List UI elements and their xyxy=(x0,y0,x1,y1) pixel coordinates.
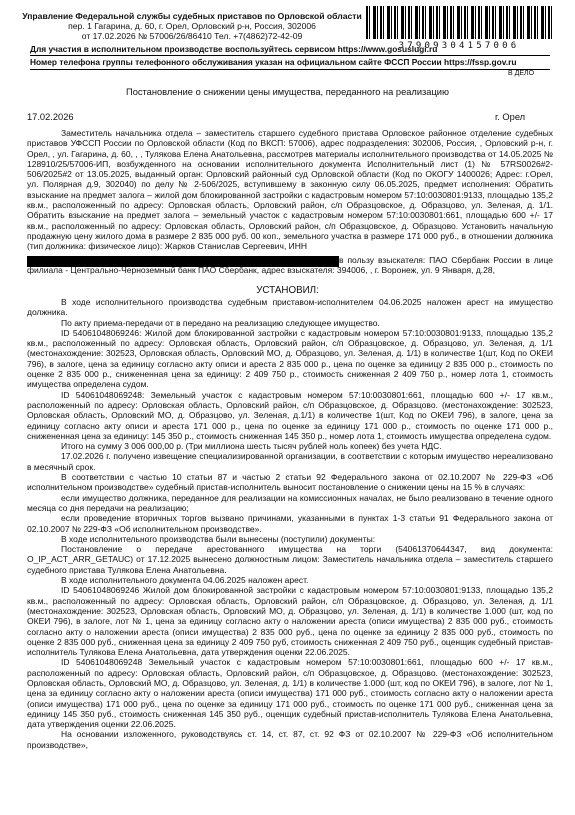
divider xyxy=(30,55,550,56)
paragraph: 17.02.2026 г. получено извещение специализированной организации, в соответствии с которым имущество нереализовано в месячный срок. xyxy=(27,451,553,472)
gosuslugi-notice: Для участия в исполнительном производстве воспользуйтесь сервисом https://www.gosuslugi.ru xyxy=(30,44,438,54)
paragraph: ID 54061048069248 Земельный участок с кадастровым номером 57:10:0030801:661, площадью 600 +/- 17 кв.м., расположенный по адресу: Орловская область, Орловский район, с/п Образцовское, д. Образцово. (местонахождение: 302523, Орловская область, Орловский МО, д. Образцово, ул. Зеленая, д. 1/1) в количестве 1.000 (шт, код по ОКЕИ 796), в залоге, лот № 1, цена за единицу согласно акту о наложении ареста (описи имущества) 171 000 руб., стоимость согласно акту о наложении ареста (описи имущества) 171 000 руб., цена по оценке за единицу 171 000 руб., стоимость по оценке 171 000 руб., сниженная цена за единицу 145 350 руб., стоимость сниженная 145 350 руб., оценщик судебный пристав-исполнитель Тулякова Елена Анатольевна, дата утверждения оценки 22.06.2025. xyxy=(27,657,553,730)
paragraph: если имущество должника, переданное для реализации на комиссионных началах, не было реализовано в течение одного месяца со дня передачи на реализацию; xyxy=(27,492,553,513)
issuer-reference: от 17.02.2026 № 57006/26/86410 Тел. +7(4862)72-42-09 xyxy=(81,31,303,41)
document-title: Постановление о снижении цены имущества, переданного на реализацию xyxy=(126,87,449,97)
claimant-paragraph: в пользу взыскателя: ПАО Сбербанк России в лице филиала - Центрально-Черноземный банк ПАО Сбербанк, адрес взыскателя: 394006, , г. Воронеж, ул. 9 Января, д.28, xyxy=(27,255,553,276)
phone-notice: Номер телефона группы телефонного обслуживания указан на официальном сайте ФССП России https://fssp.gov.ru xyxy=(30,57,517,67)
barcode-number: 37909304157006 xyxy=(398,41,520,51)
barcode-image xyxy=(366,6,552,39)
ustanovil-heading: УСТАНОВИЛ: xyxy=(256,285,319,296)
claimant-block xyxy=(27,255,553,276)
paragraph: Итого на сумму 3 006 000,00 р. (Три миллиона шесть тысяч рублей ноль копеек) без учета НДС. xyxy=(61,441,442,452)
issuer-header xyxy=(22,11,362,41)
findings-block xyxy=(27,297,553,750)
paragraph: ID 54061048069248: Земельный участок с кадастровым номером 57:10:0030801:661, площадью 600 +/- 17 кв.м., расположенный по адресу: Орловская область, Орловский район, с/п Образцовское, д. Образцово. (местонахождение: 302523, Орловская область, Орловский МО, д. Образцово, ул. Зеленая, д.1/1) в количестве 1(шт, Код по ОКЕИ 796), в залоге, цена за единицу согласно акту описи и ареста 171 000 р., цена по оценке за единицу 171 000 р., стоимость по оценке 171 000 р., снижененная цена за единицу: 145 350 р., стоимость сниженная 145 350 р., номер лота 1, стоимость имущества определена судом. xyxy=(27,389,553,441)
paragraph: Постановление о передаче арестованного имущества на торги (54061370644347, вид документа: O_IP_ACT_ARR_GETAUC) от 17.12.2025 вынесено должностным лицом: Заместитель начальника отдела – заместитель старшего судебного пристава Тулякова Елена Анатольевна. xyxy=(27,544,553,575)
paragraph: В соответствии с частью 10 статьи 87 и частью 2 статьи 92 Федерального закона от 02.10.2007 № 229-ФЗ «Об исполнительном производстве» судебный пристав-исполнитель выносит постановление о снижении цены на 15 % в случаях: xyxy=(27,472,553,493)
issuer-address: пер. 1 Гагарина, д. 60, г. Орел, Орловский р-н, Россия, 302006 xyxy=(68,21,316,31)
paragraph: В ходе исполнительного производства были вынесены (поступили) документы: xyxy=(61,533,376,544)
paragraph: ID 54061048069246: Жилой дом блокированной застройки с кадастровым номером 57:10:0030801:9133, площадью 135,2 кв.м., расположенный по адресу: Орловская область, Орловский район, с/п Образцовское, д. Образцово, ул. Зеленая, д. 1/1 (местонахождение: 302523, Орловская область, Орловский МО, д. Образцово, ул. Зеленая, д. 1/1) в количестве 1(шт, Код по ОКЕИ 796), в залоге, цена за единицу согласно акту описи и ареста 2 835 000 р., цена по оценке за единицу 2 835 000 р., стоимость по оценке 2 835 000 р., снижененная цена за единицу: 2 409 750 р., стоимость сниженная 2 409 750 р., номер лота 1, стоимость имущества определена судом. xyxy=(27,327,553,390)
paragraph: В ходе исполнительного документа 04.06.2025 наложен арест. xyxy=(61,575,309,586)
paragraph: если проведение вторичных торгов вызвано причинами, указанными в пунктах 1-3 статьи 91 Федерального закона от 02.10.2007 № 229-ФЗ «Об исполнительном производстве». xyxy=(27,513,553,534)
document-place: г. Орел xyxy=(495,112,526,122)
intro-block xyxy=(27,128,553,252)
vdelo-stamp: В ДЕЛО xyxy=(508,70,535,77)
divider xyxy=(30,69,550,70)
paragraph: По акту приема-передачи от в передано на реализацию следующее имущество. xyxy=(61,317,380,328)
paragraph: ID 54061048069246 Жилой дом блокированной застройки с кадастровым номером 57:10:0030801:9133, площадью 135,2 кв.м., расположенный по адресу: Орловская область, Орловский район, с/п Образцовское, д. Образцово, ул. Зеленая, д. 1/1 (местонахождение: 302523, Орловская область, Орловский МО, д. Образцово, ул. Зеленая, д. 1/1) в количестве 1.000 (шт, код по ОКЕИ 796), в залоге, лот № 1, цена за единицу согласно акту о наложении ареста (описи имущества) 2 835 000 руб., стоимость согласно акту о наложении ареста (описи имущества) 2 835 000 руб., цена по оценке за единицу 2 835 000 руб., стоимость по оценке 2 835 000 руб., сниженная цена за единицу 2 409 750 руб, стоимость сниженная 2 409 750 руб., оценщик судебный пристав-исполнитель Тулякова Елена Анатольевна, дата утверждения оценки 22.06.2025. xyxy=(27,585,553,658)
issuer-name: Управление Федеральной службы судебных приставов по Орловской области xyxy=(22,11,362,21)
document-date: 17.02.2026 xyxy=(27,112,74,122)
intro-paragraph: Заместитель начальника отдела – заместитель старшего судебного пристава Орловское районное отделение судебных приставов УФССП России по Орловской области (Код по ВКСП: 57006), адрес подразделения: 302006, Россия, , Орловский р-н, г. Орел, , ул. Гагарина, д. 60, , , Тулякова Елена Анатольевна, рассмотрев материалы исполнительного производства от 14.05.2025 № 128910/25/57006-ИП, возбужденного на основании исполнительного документа Исполнительный лист (1) № 57RS0026#2-506/2025#2 от 13.05.2025, выданный орган: Орловский районный суд Орловской области (Код по ОКОГУ 1400026; Адрес: г.Орел, ул. Полярная д.9, 302040) по делу № 2-506/2025, вступившему в законную силу 06.05.2025, предмет исполнения: Обратить взыскание на предмет залога – жилой дом блокированной застройки с кадастровым номером 57:10:0030801:9133, площадью 135,2 кв.м., расположенный по адресу: Орловская область, Орловский район, с/п Образцовское, д. Образцово, ул. Зеленая, д. 1/1. Обратить взыскание на предмет залога – земельный участок с кадастровым номером 57:10:0030801:661, площадью 600 +/- 17 кв.м., расположенный по адресу: Орловская область, Орловский район, с/п Образцовское, д. Образцово. Установить начальную продажную цену жилого дома в размере 2 835 000 руб. 00 коп., земельного участка в размере 171 000 руб., в отношении должника (тип должника: физическое лицо): Жарков Станислав Сергеевич, ИНН xyxy=(27,128,553,252)
paragraph: На основании изложенного, руководствуясь ст. 14, ст. 87, ст. 92 ФЗ от 02.10.2007 № 229-ФЗ «Об исполнительном производстве», xyxy=(27,729,553,750)
paragraph: В ходе исполнительного производства судебным приставом-исполнителем 04.06.2025 наложен арест на имущество должника. xyxy=(27,297,553,318)
